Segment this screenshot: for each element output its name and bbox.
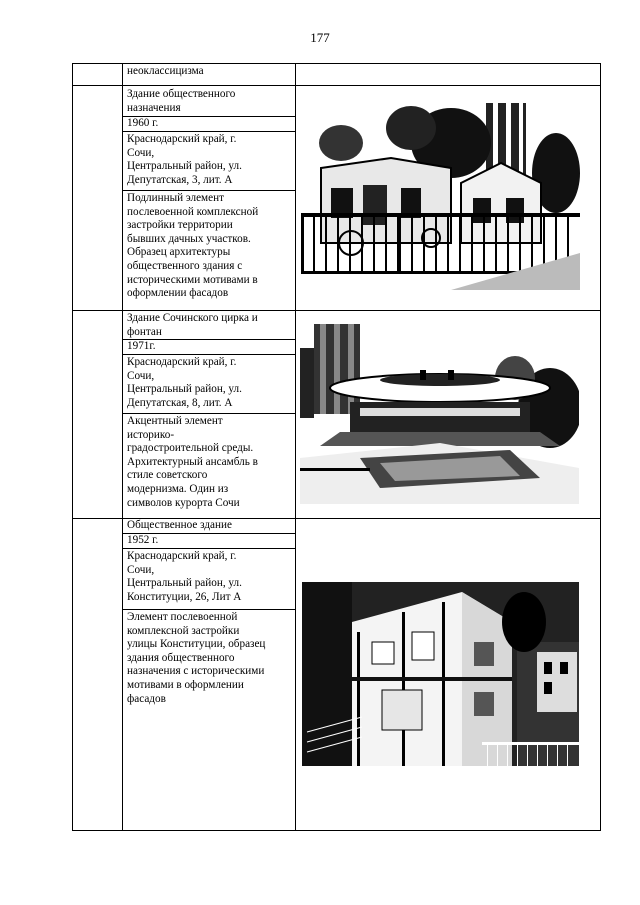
row3-address-line: Центральный район, ул. (127, 577, 242, 590)
row2-address (127, 356, 293, 410)
row3-year: 1952 г. (127, 534, 159, 546)
row2-description-line: символов курорта Сочи (127, 496, 240, 509)
public-building-photo (302, 582, 579, 766)
row2-description-line: Акцентный элемент (127, 415, 223, 427)
row1-address-line: Депутатская, 3, лит. А (127, 173, 233, 186)
row3-description-line: здания общественного (127, 651, 235, 664)
row2-address-line: Центральный район, ул. (127, 383, 242, 396)
row3-object-name (127, 519, 293, 533)
row3-address-line: Конституции, 26, Лит А (127, 590, 242, 603)
row3-description-line: фасадов (127, 692, 166, 705)
row1-description-line: оформлении фасадов (127, 287, 229, 300)
row1-address-line: Центральный район, ул. (127, 160, 242, 173)
row1-name-line: назначения (127, 101, 181, 114)
row2-address-line: Сочи, (127, 369, 155, 382)
row2-name-line: Здание Сочинского цирка и (127, 312, 258, 324)
row1-description-line: послевоенной комплексной (127, 205, 259, 218)
row1-description-line: бывших дачных участков. (127, 232, 251, 245)
row1-address-line: Сочи, (127, 146, 155, 159)
row2-description-line: Архитектурный ансамбль в (127, 455, 258, 468)
row1-description-line: Подлинный элемент (127, 192, 224, 204)
row1-object-name (127, 88, 293, 115)
row1-name-line: Здание общественного (127, 88, 236, 100)
row1-description-line: историческими мотивами в (127, 273, 258, 286)
row2-name-line: фонтан (127, 325, 162, 338)
row2-description-line: стиле советского (127, 469, 208, 482)
row3-description-line: мотивами в оформлении (127, 678, 244, 691)
row1-address-line: Краснодарский край, г. (127, 133, 237, 145)
row3-address-line: Сочи, (127, 563, 155, 576)
row1-description-line: общественного здания с (127, 259, 243, 272)
row2-address-line: Краснодарский край, г. (127, 356, 237, 368)
row2-description-line: историко- (127, 428, 175, 441)
row3-description-line: Элемент послевоенной (127, 611, 238, 623)
row3-description-line: комплексной застройки (127, 624, 240, 637)
row0-text (127, 65, 293, 79)
row3-description-line: улицы Конституции, образец (127, 638, 266, 651)
row3-description-line: назначения с историческими (127, 665, 265, 678)
building-photo-1 (301, 103, 580, 290)
circus-photo (300, 318, 579, 504)
page-number: 177 (310, 30, 330, 45)
row2-year: 1971г. (127, 340, 156, 352)
row1-year: 1960 г. (127, 117, 159, 129)
row3-name-line: Общественное здание (127, 519, 232, 531)
row3-description (127, 611, 293, 706)
row2-description (127, 415, 293, 510)
row2-address-line: Депутатская, 8, лит. А (127, 396, 233, 409)
row2-object-name (127, 312, 293, 339)
row2-description-line: модернизма. Один из (127, 482, 229, 495)
row2-description-line: градостроительной среды. (127, 442, 254, 455)
row1-description-line: Образец архитектуры (127, 246, 231, 259)
row1-description-line: застройки территории (127, 219, 233, 232)
row3-address (127, 550, 293, 604)
row1-address (127, 133, 293, 187)
row3-address-line: Краснодарский край, г. (127, 550, 237, 562)
row0-line: неоклассицизма (127, 65, 204, 77)
row1-description (127, 192, 293, 301)
